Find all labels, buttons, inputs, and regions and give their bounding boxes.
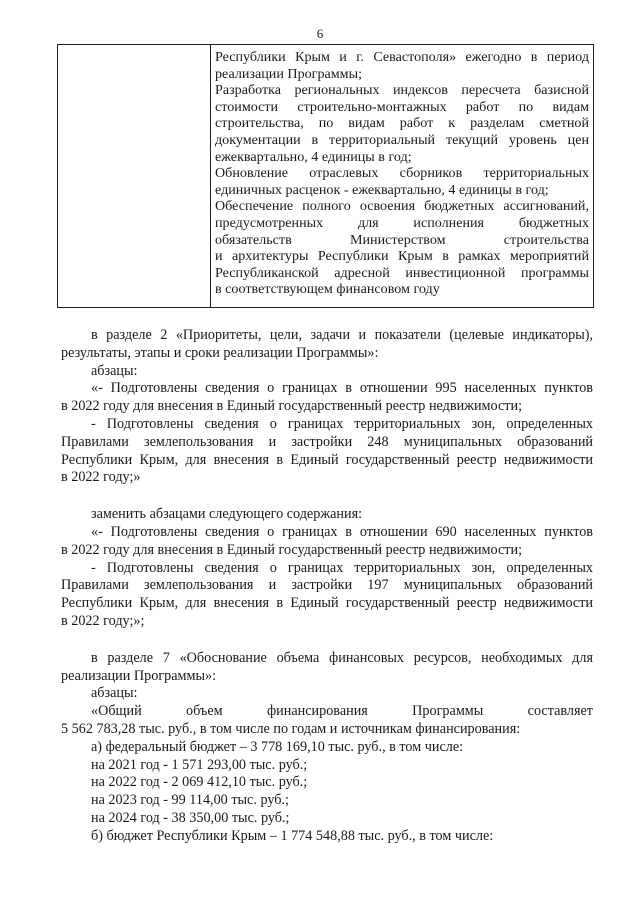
paragraph-line: б) бюджет Республики Крым – 1 774 548,88 тыс. руб., в том числе: [91, 827, 494, 844]
paragraph-line: 5 562 783,28 тыс. руб., в том числе по годам и источникам финансирования: [61, 720, 521, 737]
paragraph-line: Правилами землепользования и застройки 248 муниципальных образований [61, 433, 593, 450]
page-number: 6 [316, 26, 324, 41]
table-line: строительства, по видам работ к разделам сметной [215, 115, 589, 132]
table-left-cell [58, 45, 211, 307]
paragraph-line: Республики Крым, для внесения в Единый государственный реестр недвижимости [61, 595, 593, 612]
paragraph-line: в 2022 году для внесения в Единый государственный реестр недвижимости; [61, 541, 523, 558]
table-line: Обеспечение полного освоения бюджетных ассигнований, [215, 198, 589, 215]
paragraph-line: в разделе 7 «Обоснование объема финансовых ресурсов, необходимых для [91, 649, 593, 666]
table-line: единичных расценок - ежеквартально, 4 единицы в год; [215, 181, 549, 198]
paragraph-line: - Подготовлены сведения о границах территориальных зон, определенных [91, 415, 593, 432]
paragraph-line: на 2024 год - 38 350,00 тыс. руб.; [91, 809, 290, 826]
paragraph-line: в разделе 2 «Приоритеты, цели, задачи и показатели (целевые индикаторы), [91, 327, 593, 343]
table-line: Республики Крым и г. Севастополя» ежегодно в период [215, 49, 589, 65]
paragraph-line: на 2023 год - 99 114,00 тыс. руб.; [91, 792, 289, 809]
table-line: в соответствующем финансовом году [215, 281, 440, 298]
paragraph-line: абзацы: [91, 362, 138, 379]
paragraph-line: «Общий объем финансирования Программы составляет [91, 703, 593, 720]
paragraph-line: в 2022 году для внесения в Единый государственный реестр недвижимости; [61, 398, 523, 415]
paragraph-line: Правилами землепользования и застройки 197 муниципальных образований [61, 577, 593, 594]
table-right-cell [211, 45, 593, 307]
paragraph-line: «- Подготовлены сведения о границах в отношении 690 населенных пунктов [91, 523, 593, 540]
continuation-table [57, 44, 594, 308]
paragraph-line: в 2022 году;» [61, 469, 141, 486]
table-line: Республиканской адресной инвестиционной программы [215, 264, 589, 281]
table-line: Разработка региональных индексов пересчета базисной [215, 82, 589, 99]
table-line: ежеквартально, 4 единицы в год; [215, 148, 412, 165]
paragraph-line: в 2022 году;»; [61, 612, 145, 629]
table-line: документации в территориальный текущий уровень цен [215, 131, 589, 148]
table-line: стоимости строительно-монтажных работ по видам [215, 98, 589, 115]
paragraph-line: реализации Программы»: [61, 667, 217, 684]
table-line: реализации Программы; [215, 65, 362, 82]
table-line: обязательств Министерством строительства [215, 231, 589, 248]
paragraph-line: абзацы: [91, 685, 138, 702]
paragraph-line: «- Подготовлены сведения о границах в отношении 995 населенных пунктов [91, 380, 593, 397]
paragraph-line: на 2022 год - 2 069 412,10 тыс. руб.; [91, 774, 308, 791]
paragraph-line: результаты, этапы и сроки реализации Программы»: [61, 344, 379, 361]
table-line: Обновление отраслевых сборников территориальных [215, 165, 589, 182]
table-line: предусмотренных для исполнения бюджетных [215, 214, 589, 231]
document-body [61, 327, 593, 846]
paragraph-line: заменить абзацами следующего содержания: [91, 506, 363, 523]
table-line: и архитектуры Республики Крым в рамках мероприятий [215, 248, 589, 265]
paragraph-line: а) федеральный бюджет – 3 778 169,10 тыс. руб., в том числе: [91, 738, 464, 755]
paragraph-line: Республики Крым, для внесения в Единый государственный реестр недвижимости [61, 451, 593, 468]
paragraph-line: - Подготовлены сведения о границах территориальных зон, определенных [91, 559, 593, 576]
paragraph-line: на 2021 год - 1 571 293,00 тыс. руб.; [91, 756, 308, 773]
